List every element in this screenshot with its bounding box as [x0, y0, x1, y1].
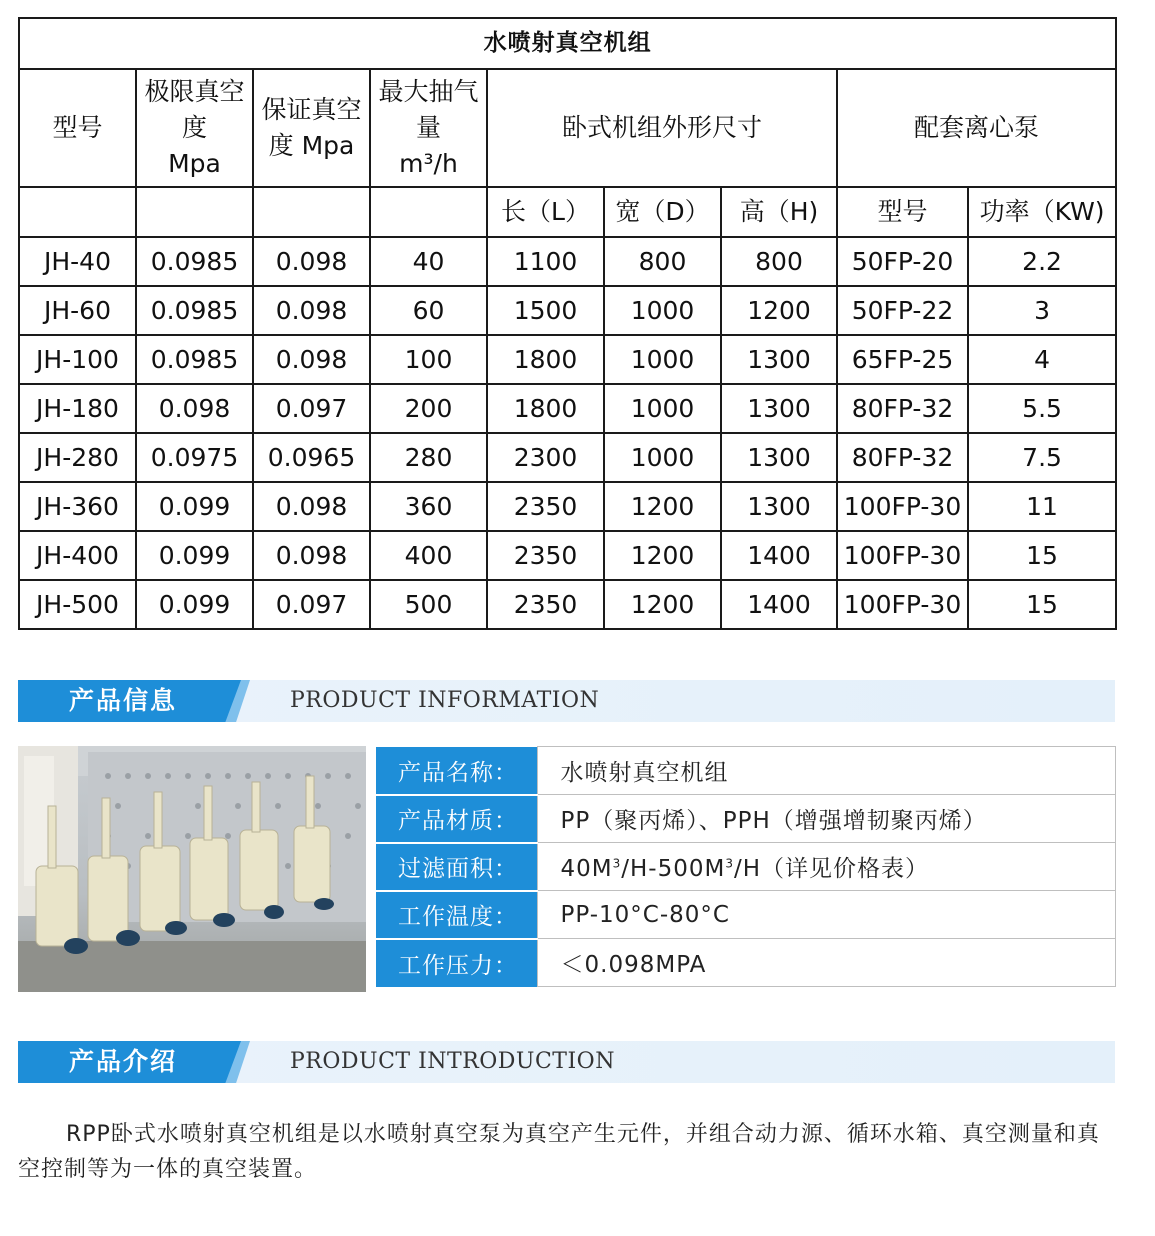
table-cell: 2350: [487, 482, 604, 531]
header-line: 保证真空: [261, 95, 362, 124]
info-label: 工作温度：: [376, 891, 537, 939]
info-row-filter-area: [376, 843, 1116, 891]
table-cell: 0.099: [136, 531, 253, 580]
table-cell: 0.0965: [253, 433, 370, 482]
table-cell: 0.0985: [136, 286, 253, 335]
table-cell: 0.098: [253, 335, 370, 384]
info-value: ＜0.098MPA: [537, 939, 1116, 987]
table-cell: 1000: [604, 433, 721, 482]
section-header-intro: [18, 1041, 1115, 1083]
table-cell: 4: [968, 335, 1116, 384]
table-cell: 1200: [721, 286, 837, 335]
info-label: 产品名称：: [376, 747, 537, 795]
table-cell: 360: [370, 482, 487, 531]
table-cell: 0.099: [136, 580, 253, 629]
section-title-en: PRODUCT INTRODUCTION: [290, 1049, 615, 1074]
table-cell: JH-60: [19, 286, 136, 335]
table-cell: JH-360: [19, 482, 136, 531]
table-row: [19, 384, 1116, 433]
info-label: 产品材质：: [376, 795, 537, 843]
table-cell: 60: [370, 286, 487, 335]
table-cell: JH-280: [19, 433, 136, 482]
table-cell: 1200: [604, 580, 721, 629]
table-cell: 0.098: [253, 482, 370, 531]
table-cell: 280: [370, 433, 487, 482]
info-row-temperature: [376, 891, 1116, 939]
table-row: [19, 531, 1116, 580]
table-cell: 15: [968, 580, 1116, 629]
info-value: PP-10°C-80°C: [537, 891, 1116, 939]
section-title-en: PRODUCT INFORMATION: [290, 688, 600, 713]
table-cell: 0.097: [253, 384, 370, 433]
table-cell: JH-40: [19, 237, 136, 286]
subheader-empty: [136, 187, 253, 237]
table-row: [19, 335, 1116, 384]
table-cell: 2350: [487, 531, 604, 580]
table-cell: 1300: [721, 433, 837, 482]
table-cell: 100FP-30: [837, 482, 968, 531]
header-line: Mpa: [168, 149, 221, 178]
table-cell: 65FP-25: [837, 335, 968, 384]
info-row-material: [376, 795, 1116, 843]
table-cell: 2300: [487, 433, 604, 482]
table-cell: 3: [968, 286, 1116, 335]
table-cell: 0.098: [253, 237, 370, 286]
table-cell: 1200: [604, 531, 721, 580]
info-row-name: [376, 747, 1116, 795]
section-header-info: [18, 680, 1115, 722]
table-cell: 40: [370, 237, 487, 286]
superscript: 3: [725, 856, 734, 871]
table-cell: 100: [370, 335, 487, 384]
info-value: [537, 843, 1116, 891]
info-value: 水喷射真空机组: [537, 747, 1116, 795]
superscript: 3: [612, 856, 622, 871]
table-cell: 0.098: [253, 531, 370, 580]
table-cell: 1800: [487, 335, 604, 384]
table-cell: 0.098: [253, 286, 370, 335]
subheader-pump-power: 功率（KW): [968, 187, 1116, 237]
header-line: m³/h: [399, 149, 458, 178]
section-title-cn: 产品介绍: [68, 1047, 177, 1076]
table-cell: 1000: [604, 384, 721, 433]
table-cell: 400: [370, 531, 487, 580]
product-photo: [18, 746, 366, 992]
table-cell: 0.099: [136, 482, 253, 531]
table-cell: 1400: [721, 531, 837, 580]
table-cell: 1500: [487, 286, 604, 335]
table-cell: 100FP-30: [837, 580, 968, 629]
table-cell: 1000: [604, 286, 721, 335]
table-cell: 0.0975: [136, 433, 253, 482]
table-row: [19, 580, 1116, 629]
table-cell: 1300: [721, 335, 837, 384]
info-row-pressure: [376, 939, 1116, 987]
subheader-length: 长（L）: [487, 187, 604, 237]
table-cell: 0.098: [136, 384, 253, 433]
table-cell: 800: [604, 237, 721, 286]
table-cell: 1100: [487, 237, 604, 286]
intro-paragraph: RPP卧式水喷射真空机组是以水喷射真空泵为真空产生元件，并组合动力源、循环水箱、真空测量和真空控制等为一体的真空装置。: [18, 1122, 1100, 1182]
section-title-cn: 产品信息: [68, 686, 177, 715]
header-ultimate-vacuum: [136, 69, 253, 187]
info-value: PP（聚丙烯）、PPH（增强增韧聚丙烯）: [537, 795, 1116, 843]
table-cell: 50FP-20: [837, 237, 968, 286]
subheader-empty: [19, 187, 136, 237]
header-line: 度: [181, 113, 207, 142]
table-cell: 0.0985: [136, 237, 253, 286]
table-row: [19, 433, 1116, 482]
table-cell: 5.5: [968, 384, 1116, 433]
table-row: [19, 237, 1116, 286]
table-cell: 100FP-30: [837, 531, 968, 580]
table-cell: 800: [721, 237, 837, 286]
subheader-pump-model: 型号: [837, 187, 968, 237]
header-max-pumping: [370, 69, 487, 187]
subheader-empty: [253, 187, 370, 237]
table-cell: 1300: [721, 482, 837, 531]
subheader-empty: [370, 187, 487, 237]
header-model: 型号: [19, 69, 136, 187]
spec-table: [18, 17, 1117, 630]
header-pump: 配套离心泵: [837, 69, 1116, 187]
header-line: 最大抽气: [378, 77, 479, 106]
spec-body: [19, 237, 1116, 629]
value-part: /H-500M: [621, 856, 726, 882]
header-row: [19, 69, 1116, 187]
subheader-height: 高（H): [721, 187, 837, 237]
table-cell: 1000: [604, 335, 721, 384]
subheader-width: 宽（D）: [604, 187, 721, 237]
table-cell: 500: [370, 580, 487, 629]
table-cell: 50FP-22: [837, 286, 968, 335]
table-cell: 1300: [721, 384, 837, 433]
table-cell: JH-100: [19, 335, 136, 384]
table-cell: 2350: [487, 580, 604, 629]
table-cell: 1800: [487, 384, 604, 433]
table-cell: 80FP-32: [837, 433, 968, 482]
table-row: [19, 482, 1116, 531]
table-cell: JH-500: [19, 580, 136, 629]
table-row: [19, 286, 1116, 335]
product-info-table: [376, 746, 1116, 987]
table-title: 水喷射真空机组: [19, 18, 1116, 69]
header-line: 量: [415, 113, 441, 142]
table-cell: JH-400: [19, 531, 136, 580]
table-cell: 2.2: [968, 237, 1116, 286]
table-cell: 7.5: [968, 433, 1116, 482]
header-guaranteed-vacuum: [253, 69, 370, 187]
table-cell: JH-180: [19, 384, 136, 433]
info-label: 工作压力：: [376, 939, 537, 987]
subheader-row: [19, 187, 1116, 237]
info-label: 过滤面积：: [376, 843, 537, 891]
table-cell: 1200: [604, 482, 721, 531]
table-cell: 11: [968, 482, 1116, 531]
value-part: /H（详见价格表）: [734, 856, 930, 882]
table-cell: 0.097: [253, 580, 370, 629]
table-cell: 15: [968, 531, 1116, 580]
table-cell: 200: [370, 384, 487, 433]
table-cell: 80FP-32: [837, 384, 968, 433]
value-part: 40M: [560, 856, 613, 882]
header-line: 度 Mpa: [268, 131, 355, 160]
header-dimensions: 卧式机组外形尺寸: [487, 69, 837, 187]
table-cell: 0.0985: [136, 335, 253, 384]
table-cell: 1400: [721, 580, 837, 629]
header-line: 极限真空: [144, 77, 245, 106]
